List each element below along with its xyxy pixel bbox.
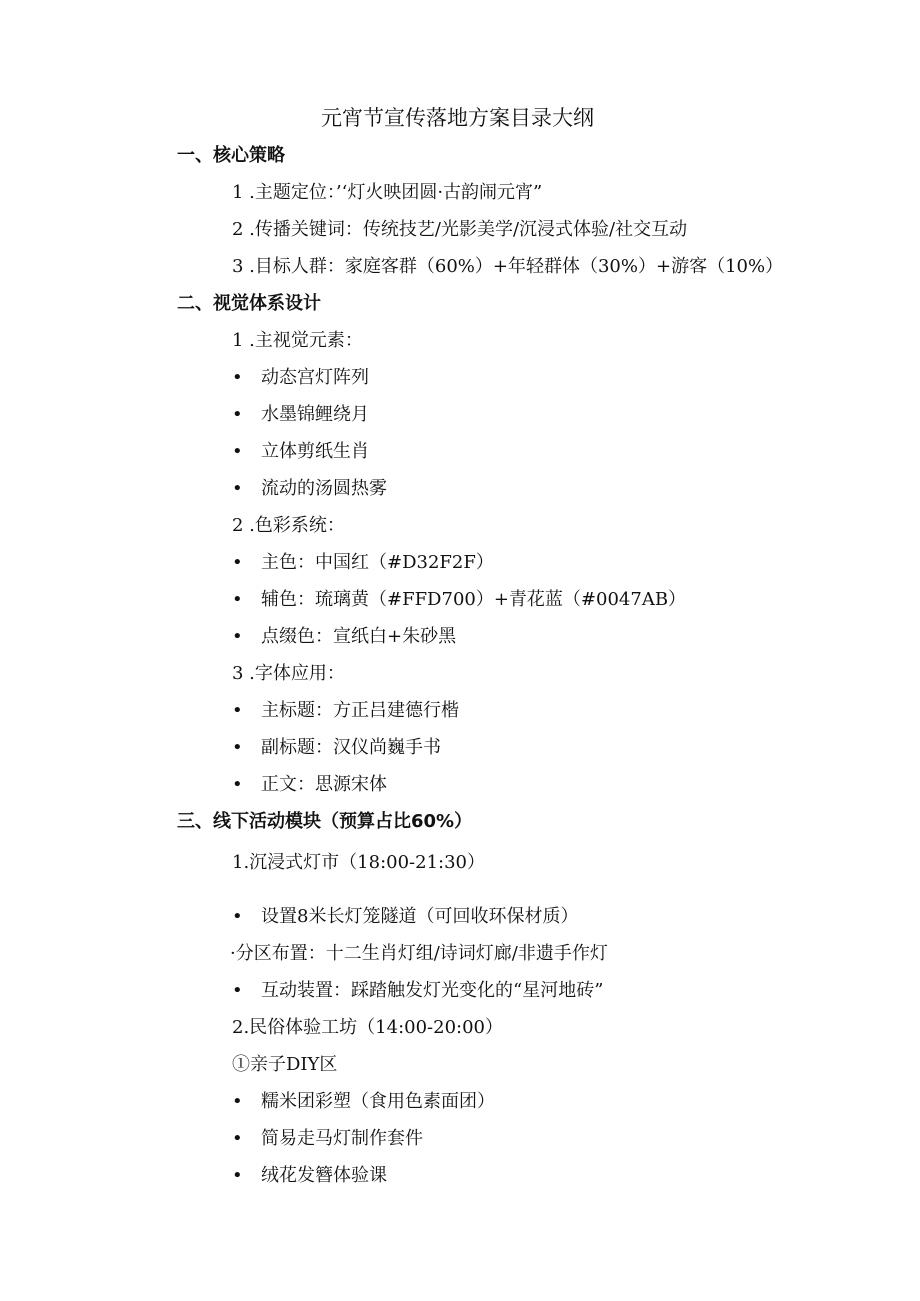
- group-label: 2 .色彩系统：: [232, 515, 345, 536]
- bullet-icon: •: [232, 404, 243, 425]
- list-item: • 糯米团彩塑（食用色素面团）: [232, 1091, 495, 1112]
- document-title: 元宵节宣传落地方案目录大纲: [321, 106, 594, 130]
- bullet-icon: •: [232, 1128, 243, 1149]
- list-item: 1 .主题定位：’‘灯火映团圆·古韵闹元宵”: [232, 182, 543, 203]
- list-item: • 设置8米长灯笼隧道（可回收环保材质）: [232, 906, 579, 927]
- bullet-icon: •: [232, 737, 243, 758]
- list-item: • 动态宫灯阵列: [232, 367, 369, 388]
- list-item: • 点缀色：宣纸白+朱砂黑: [232, 626, 457, 647]
- bullet-icon: •: [232, 367, 243, 388]
- list-item: • 流动的汤圆热雾: [232, 478, 387, 499]
- bullet-icon: •: [232, 552, 243, 573]
- bullet-icon: •: [232, 441, 243, 462]
- list-item: ·分区布置：十二生肖灯组/诗词灯廊/非遗手作灯: [230, 943, 608, 964]
- group-label: 3 .字体应用：: [232, 663, 345, 684]
- bullet-icon: •: [232, 589, 243, 610]
- bullet-icon: •: [232, 700, 243, 721]
- list-item: • 主色：中国红（#D32F2F）: [232, 552, 494, 573]
- bullet-icon: •: [232, 478, 243, 499]
- list-item: • 主标题：方正吕建德行楷: [232, 700, 459, 721]
- bullet-icon: •: [232, 906, 243, 927]
- list-item: • 绒花发簪体验课: [232, 1165, 387, 1186]
- section-heading-offline-activities: 三、线下活动模块（预算占比60%）: [177, 811, 473, 832]
- subsection-heading: 1.沉浸式灯市（18:00-21:30）: [232, 852, 486, 873]
- list-item: • 立体剪纸生肖: [232, 441, 369, 462]
- list-item: 3 .目标人群：家庭客群（60%）+年轻群体（30%）+游客（10%）: [232, 256, 784, 277]
- subsection-heading: 2.民俗体验工坊（14:00-20:00）: [232, 1017, 504, 1038]
- group-label: 1 .主视觉元素：: [232, 330, 363, 351]
- bullet-icon: •: [232, 1091, 243, 1112]
- section-heading-core-strategy: 一、核心策略: [177, 145, 285, 166]
- bullet-icon: •: [232, 1165, 243, 1186]
- zone-label: ①亲子DIY区: [232, 1054, 338, 1075]
- list-item: • 简易走马灯制作套件: [232, 1128, 423, 1149]
- list-item: • 副标题：汉仪尚巍手书: [232, 737, 441, 758]
- list-item: • 正文：思源宋体: [232, 774, 387, 795]
- bullet-icon: •: [232, 626, 243, 647]
- section-heading-visual-system: 二、视觉体系设计: [177, 293, 321, 314]
- list-item: 2 .传播关键词：传统技艺/光影美学/沉浸式体验/社交互动: [232, 219, 688, 240]
- bullet-icon: •: [232, 774, 243, 795]
- list-item: • 辅色：琉璃黄（#FFD700）+青花蓝（#0047AB）: [232, 589, 687, 610]
- list-item: • 水墨锦鲤绕月: [232, 404, 369, 425]
- bullet-icon: •: [232, 980, 243, 1001]
- list-item: • 互动装置：踩踏触发灯光变化的“星河地砖”: [232, 980, 604, 1001]
